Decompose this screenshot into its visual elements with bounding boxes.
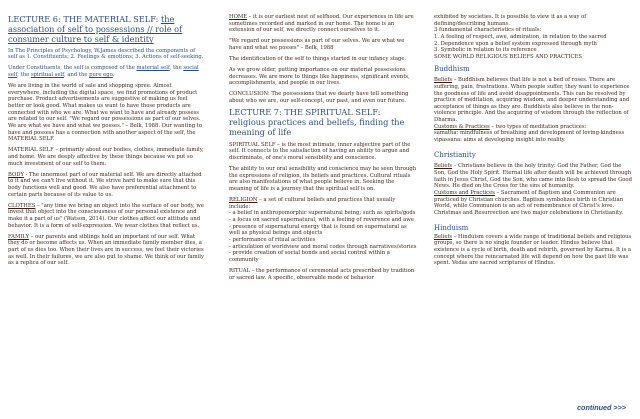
shopping-paragraph: We are living in the world of sale and shopping spree. Almost everywhere, including the digital space, we find promotions of product purchase. Product advertisements are suggestive of making us feel better or look good. What makes us want to have those products are connected with who we are. What we want to have and already possess are related to our self. "We regard our possessions as part of our selves. We are what we have and what we posses." – Belk, 1988. Our wanting to have and possess has a connection with another aspect of the self, the MATERIAL SELF. <box>8 83 203 143</box>
vipassana-text: vipassana: aims at developing insight into reality. <box>434 137 566 144</box>
clothes-paragraph: CLOTHES – "any time we bring an object into the surface of our body, we invest that object into the consciousness of our personal existence and make it a part of us" (Watson, 2014). Our clothes affect our attitude and behavior. It is a form of self-expression. We wear clothes that reflect us. <box>8 202 205 229</box>
christianity-heading: Christianity <box>434 150 476 159</box>
infancy-paragraph: The identification of the self to things started in our infancy stage. <box>229 56 407 63</box>
home-paragraph: HOME – it is our earliest nest of selfhood. Our experiences in life are sometimes recorded and marked in our home. The home is an extension of our self, we directly connect ourselves to it. <box>229 14 414 34</box>
religion-paragraph: RELIGION – a set of cultural beliefs and practices that usually include: <box>229 197 396 210</box>
list-item: - a focus on sacred supernatural, with a feeling of reverence and awe <box>229 217 414 224</box>
list-item: - provide creation of social bonds and social control within a community <box>229 250 390 264</box>
column-left <box>8 14 205 267</box>
list-item: - articulation of worldview and moral codes through narratives/stories <box>229 243 417 250</box>
list-item: 1. A feeling of respect, awe, admiration, in relation to the sacred <box>434 33 607 40</box>
constituents-paragraph: Under Constituents, the self is composed of the material self, the social self, the spiritual self, and the pure ego. <box>8 65 199 78</box>
samatha-text: samatha: mindfulness of breathing and development of loving-kindness <box>434 130 625 137</box>
belk-quote: "We regard our possessions as part of our selves. We are what we have and what we posses" – Belk, 1988 <box>229 38 405 52</box>
christianity-customs: Customs and Practices – Sacrament of Baptism and Communion are practiced by Christian churches. Baptism symbolizes birth in Christian World, while Communion is an act of remembrance of Christ's love. Christmas and Resurrection are two major celebrations in Christianity. <box>434 189 624 216</box>
list-item: 2. Dependence upon a belief system expressed through myth <box>434 40 597 47</box>
older-paragraph: As we grow older, putting importance on our material possessions decreases. We are more to things like happiness, significant events, accomplishments, and people in our lives. <box>229 67 410 87</box>
list-item: - a belief in anthropomorphic supernatural being; such as spirits/gods <box>229 210 416 217</box>
list-item: 3. Symbolic in relation to its reference <box>434 47 537 54</box>
column-right <box>434 14 634 267</box>
spiritual-self-paragraph: SPIRITUAL SELF – is the most intimate, inner subjective part of the self. It connects to the satisfaction of having an ability to argue and discriminate, of one's moral sensibility and conscience. <box>229 141 411 162</box>
ritual-paragraph: RITUAL – the performance of ceremonial acts prescribed by tradition or sacred law. A specific, observable mode of behavior <box>229 268 415 281</box>
material-self-paragraph: MATERIAL SELF – primarily about our bodies, clothes, immediate family, and home. We are deeply affective by these things because we put so much investment of our self to them. <box>8 147 204 167</box>
lecture-6-title: LECTURE 6: THE MATERIAL SELF: the association of self to possessions // role of consumer culture to self & identity <box>8 14 183 45</box>
column-middle <box>229 14 418 281</box>
buddhism-heading: Buddhism <box>434 64 470 73</box>
continued-label: continued >>> <box>577 403 626 412</box>
list-item: - performance of ritual activities <box>229 237 316 244</box>
principles-paragraph: In The Principles of Psychology, W.James described the components of self as 1. Constituents; 2. Feelings & emotions; 3. Actions of self-seeking. <box>8 47 204 61</box>
moral-sensibility-paragraph: The ability to our oral sensibility and conscience may be seen through the expressions of religion, its beliefs and practices. Cultural rituals are also manifestations of what people believe in. Seeking the meaning of life is a journey that the spiritual self is on. <box>229 166 417 193</box>
body-paragraph: BODY - The innermost part of our material self. We are directly attached to it and we can't live without it. We strive hard to make sure that this body functions well and good. We also have preferential attachment to certain parts because of its value to us. <box>8 171 202 198</box>
world-religions-header: SOME WORLD RELIGIOUS BELIEFS AND PRACTICES <box>434 53 582 60</box>
ritual-continued: exhibited by societies. It is possible to view it as a way of defining/describing humans. <box>434 14 587 27</box>
buddhism-beliefs: Beliefs – Buddhism believes that life is not a bed of roses. There are suffering, pain, frustrations. When people suffer, they want to experience the goodness of life and avoid disappointments. This can be resolved by practice of meditation, acquiring wisdom, and deeper understanding and acceptance of things as they are. Buddhists also believe in the non-violence principle. And the acquiring of wisdom through the reflection of Dharma. <box>434 77 630 124</box>
buddhism-customs: Customs & Practices – two types of meditation practices: <box>434 123 587 130</box>
hinduism-beliefs: Beliefs – Hinduism covers a wide range of traditional beliefs and religious groups, so there is no single founder or leader. Hindus believe that existence is a cycle of birth, death and rebirth, governed by Karma. It is a concept where the reincarnated life will depend on how the past life was spent. Vedas are sacred scriptures of Hindus. <box>434 233 632 267</box>
conclusion-paragraph: CONCLUSION: The possessions that we dearly have tell something about who we are, our self-concept, our past, and even our future. <box>229 91 409 105</box>
hinduism-heading: Hinduism <box>434 223 469 232</box>
list-item: - presence of supernatural energy that is found on supernatural as well as physical beings and objects <box>229 223 407 237</box>
family-paragraph: FAMILY – our parents and siblings hold an important of our self. What they do or become affects us. When an immediate family member dies, a part of us dies too. When their lives are in success, we feel their victories as well. In their failures, we are also put to shame. We think of our family as a replica of our self. <box>8 233 204 267</box>
christianity-beliefs: Beliefs – Christians believe in the holy trinity: God the Father, God the Son, God the Holy Spirit. Eternal life after death will be achieved through faith in Jesus Christ, God the Son, who came into flesh to spread the Good News. He died on the Cross for the sins of humanity. <box>434 163 632 190</box>
lecture-7-title: LECTURE 7: THE SPIRITUAL SELF: religious practices and beliefs, finding the meaning of life <box>229 106 405 138</box>
ritual-characteristics: 3 fundamental characteristics of rituals: <box>434 27 542 34</box>
